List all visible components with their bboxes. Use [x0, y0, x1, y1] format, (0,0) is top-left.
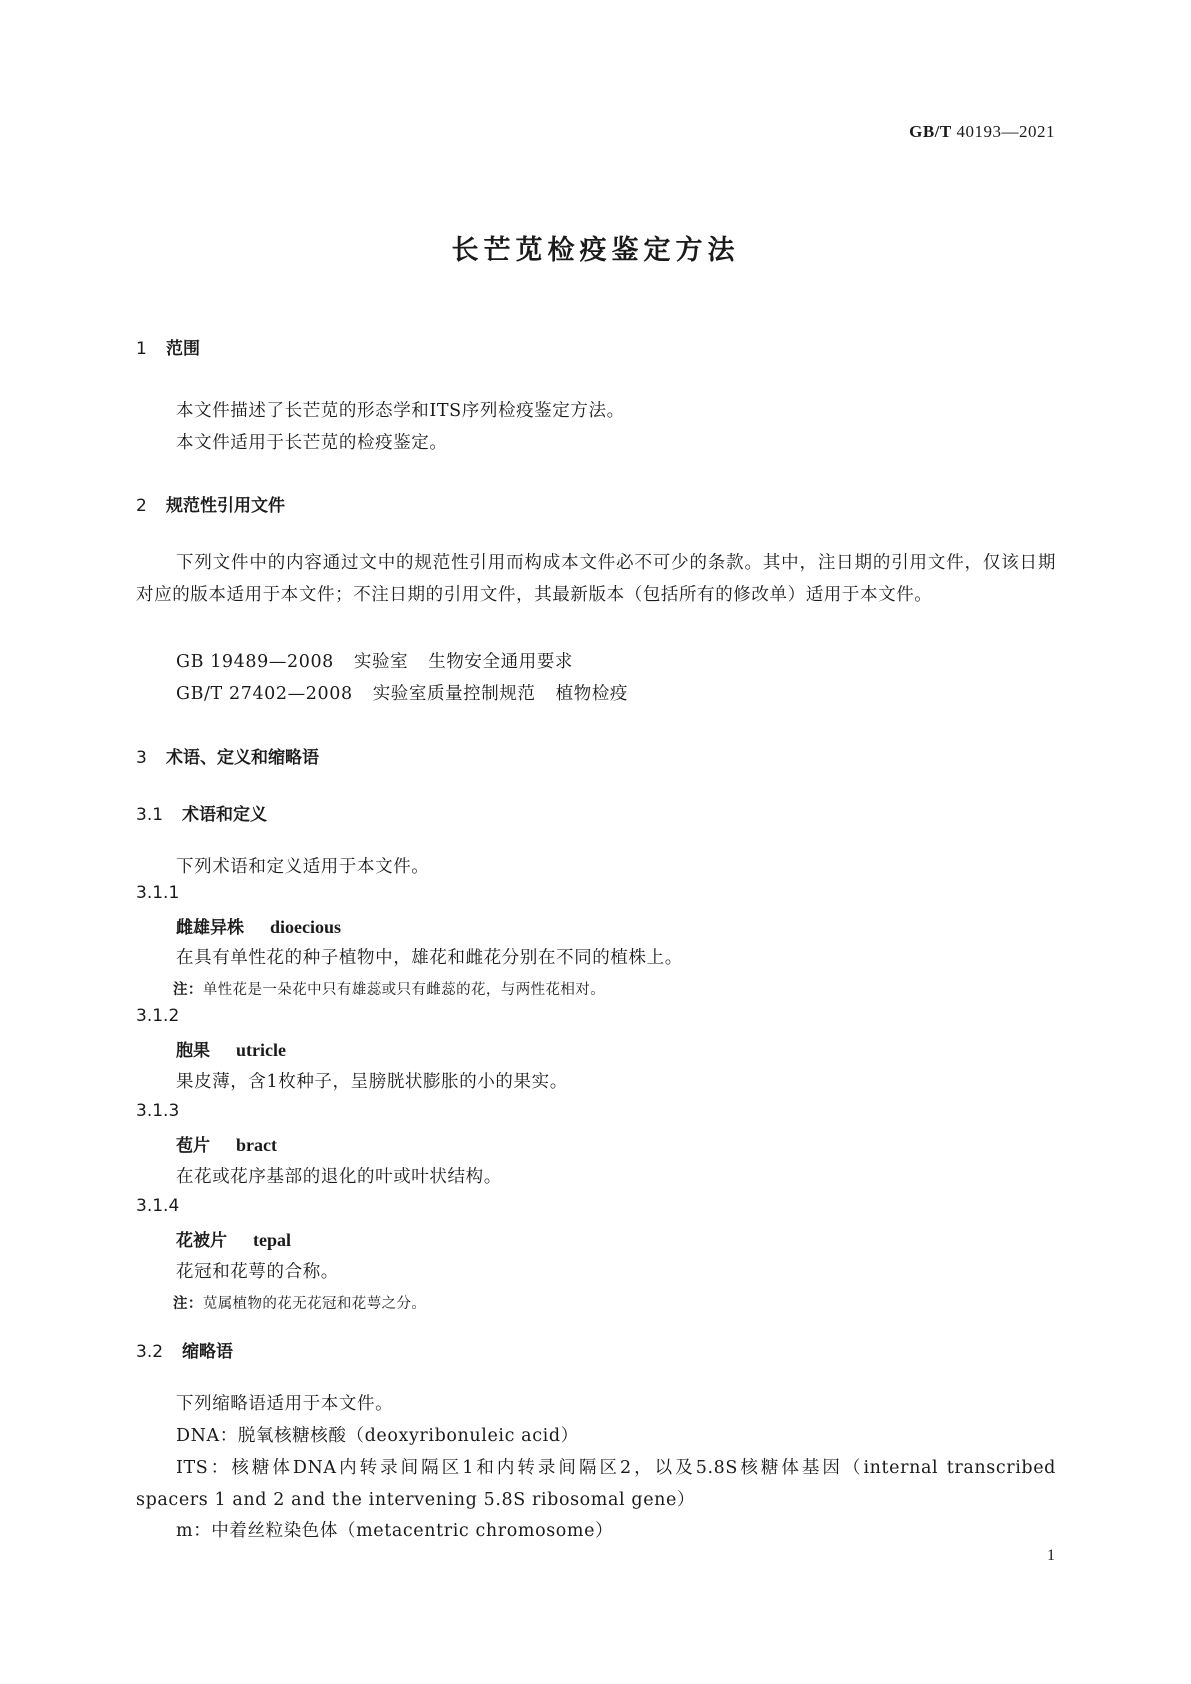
term-number: 3.1.4: [136, 1196, 180, 1216]
term-definition: 在具有单性花的种子植物中，雄花和雌花分别在不同的植株上。: [176, 948, 683, 968]
paragraph: 本文件适用于长芒苋的检疫鉴定。: [176, 433, 448, 453]
subsection-3-2-heading: [136, 1337, 233, 1362]
reference-item: GB/T 27402—2008 实验室质量控制规范 植物检疫: [176, 684, 628, 704]
paragraph: 下列术语和定义适用于本文件。: [176, 857, 430, 877]
section-2-heading: [136, 491, 285, 516]
section-title: 规范性引用文件: [166, 496, 285, 516]
section-number: 3: [136, 748, 147, 768]
standard-prefix: GB/T: [909, 122, 952, 141]
abbreviation-dna: DNA：脱氧核糖核酸（deoxyribonuleic acid）: [176, 1426, 579, 1446]
term-definition: 果皮薄，含1枚种子，呈膀胱状膨胀的小的果实。: [176, 1072, 568, 1092]
section-3-heading: [136, 743, 319, 768]
term-definition: 在花或花序基部的退化的叶或叶状结构。: [176, 1167, 502, 1187]
section-1-heading: [136, 334, 200, 359]
term-number: 3.1.1: [136, 883, 180, 903]
term-definition: 花冠和花萼的合称。: [176, 1262, 339, 1282]
paragraph: 下列缩略语适用于本文件。: [176, 1394, 394, 1414]
paragraph: 本文件描述了长芒苋的形态学和ITS序列检疫鉴定方法。: [176, 401, 625, 421]
section-number: 1: [136, 339, 147, 359]
term-heading: 胞果 utricle: [176, 1040, 286, 1061]
term-heading: 雌雄异株 dioecious: [176, 917, 342, 938]
paragraph: 下列文件中的内容通过文中的规范性引用而构成本文件必不可少的条款。其中，注日期的引用文件，仅该日期对应的版本适用于本文件；不注日期的引用文件，其最新版本（包括所有的修改单）适用于本文件。: [136, 553, 1056, 605]
term-number: 3.1.3: [136, 1101, 180, 1121]
term-heading: 苞片 bract: [176, 1135, 277, 1156]
subsection-title: 缩略语: [182, 1342, 233, 1362]
term-heading: 花被片 tepal: [176, 1230, 291, 1251]
standard-number: [909, 122, 1055, 142]
page-number: 1: [1047, 1547, 1055, 1564]
subsection-title: 术语和定义: [182, 805, 267, 825]
abbreviation-its: ITS：核糖体DNA内转录间隔区1和内转录间隔区2，以及5.8S核糖体基因（internal transcribed spacers 1 and 2 and the intervening 5.8S ribosomal gene）: [136, 1458, 1056, 1510]
subsection-3-1-heading: [136, 800, 267, 825]
note: 注：苋属植物的花无花冠和花萼之分。: [173, 1296, 427, 1312]
standard-code: 40193—2021: [951, 122, 1055, 141]
section-title: 术语、定义和缩略语: [166, 748, 319, 768]
subsection-number: 3.2: [136, 1342, 164, 1362]
term-number: 3.1.2: [136, 1006, 180, 1026]
section-number: 2: [136, 496, 147, 516]
subsection-number: 3.1: [136, 805, 164, 825]
abbreviation-m: m：中着丝粒染色体（metacentric chromosome）: [176, 1521, 614, 1541]
section-title: 范围: [166, 339, 200, 359]
reference-item: GB 19489—2008 实验室 生物安全通用要求: [176, 652, 574, 672]
document-title: 长芒苋检疫鉴定方法: [451, 235, 740, 266]
note: 注：单性花是一朵花中只有雄蕊或只有雌蕊的花，与两性花相对。: [173, 982, 606, 998]
